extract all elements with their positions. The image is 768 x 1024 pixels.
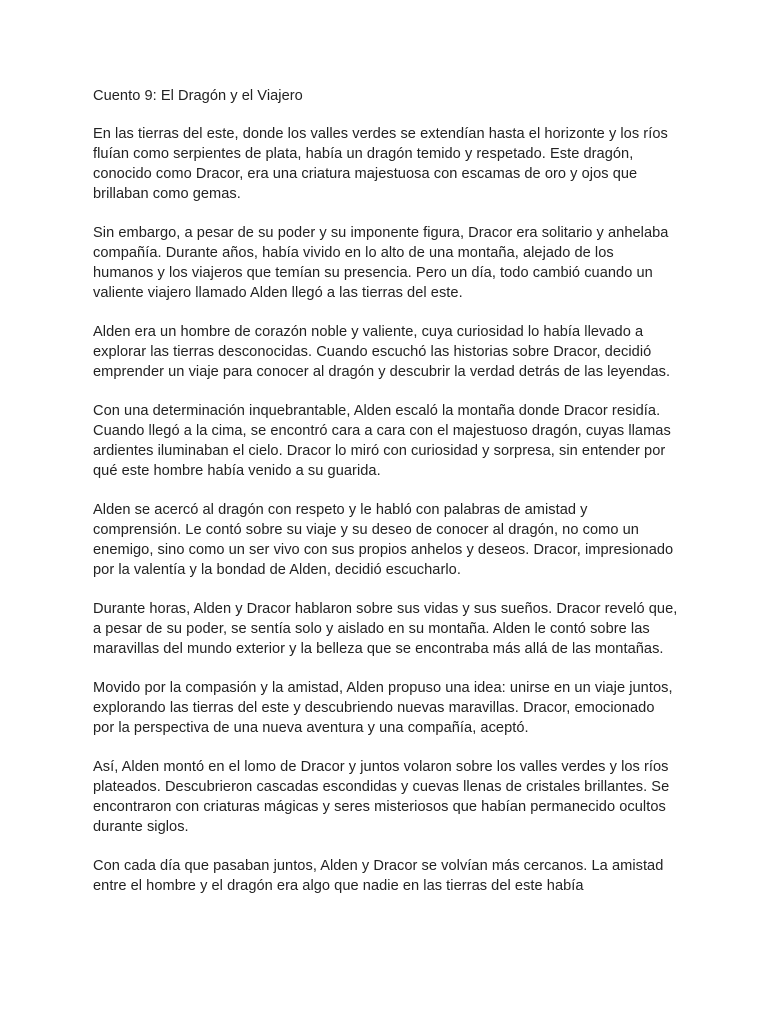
paragraph: Movido por la compasión y la amistad, Alden propuso una idea: unirse en un viaje juntos, explorando las tierras del este y descubriendo nuevas maravillas. Dracor, emocionado por la perspectiva de una nueva aventura y una compañía, aceptó. xyxy=(93,680,673,736)
paragraph: Alden era un hombre de corazón noble y valiente, cuya curiosidad lo había llevado a explorar las tierras desconocidas. Cuando escuchó las historias sobre Dracor, decidió emprender un viaje para conocer al dragón y descubrir la verdad detrás de las leyendas. xyxy=(93,324,671,380)
story-title: Cuento 9: El Dragón y el Viajero xyxy=(93,88,303,104)
paragraph: En las tierras del este, donde los valles verdes se extendían hasta el horizonte y los ríos fluían como serpientes de plata, había un dragón temido y respetado. Este dragón, conocido como Dracor, era una criatura majestuosa con escamas de oro y ojos que brillaban como gemas. xyxy=(93,126,668,202)
document-page xyxy=(93,86,678,915)
paragraph: Con una determinación inquebrantable, Alden escaló la montaña donde Dracor residía. Cuando llegó a la cima, se encontró cara a cara con el majestuoso dragón, cuyas llamas ardientes iluminaban el cielo. Dracor lo miró con curiosidad y sorpresa, sin entender por qué este hombre había venido a su guarida. xyxy=(93,403,671,479)
paragraph: Durante horas, Alden y Dracor hablaron sobre sus vidas y sus sueños. Dracor reveló que, a pesar de su poder, se sentía solo y aislado en su montaña. Alden le contó sobre las maravillas del mundo exterior y la belleza que se encontraba más allá de las montañas. xyxy=(93,601,678,657)
paragraph: Alden se acercó al dragón con respeto y le habló con palabras de amistad y comprensión. Le contó sobre su viaje y su deseo de conocer al dragón, no como un enemigo, sino como un ser vivo con sus propios anhelos y deseos. Dracor, impresionado por la valentía y la bondad de Alden, decidió escucharlo. xyxy=(93,502,674,578)
paragraph: Sin embargo, a pesar de su poder y su imponente figura, Dracor era solitario y anhelaba compañía. Durante años, había vivido en lo alto de una montaña, alejado de los humanos y los viajeros que temían su presencia. Pero un día, todo cambió cuando un valiente viajero llamado Alden llegó a las tierras del este. xyxy=(93,225,669,301)
paragraph: Así, Alden montó en el lomo de Dracor y juntos volaron sobre los valles verdes y los ríos plateados. Descubrieron cascadas escondidas y cuevas llenas de cristales brillantes. Se encontraron con criaturas mágicas y seres misteriosos que habían permanecido ocultos durante siglos. xyxy=(93,759,670,835)
paragraph: Con cada día que pasaban juntos, Alden y Dracor se volvían más cercanos. La amistad entre el hombre y el dragón era algo que nadie en las tierras del este había xyxy=(93,858,664,894)
